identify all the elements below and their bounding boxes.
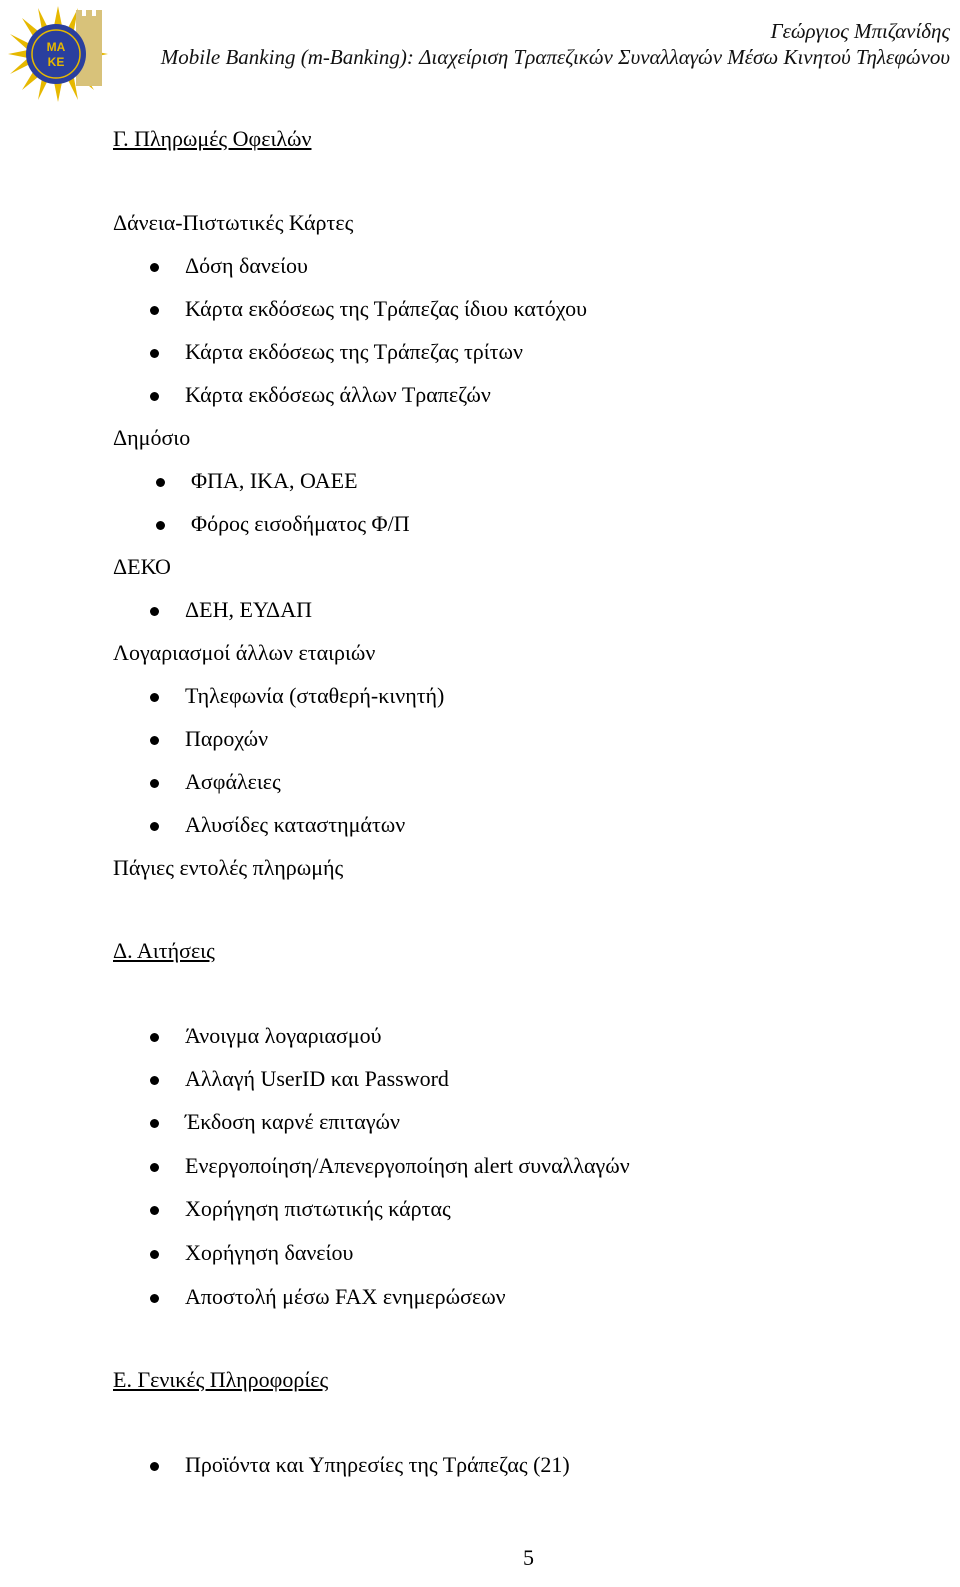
list-item: Κάρτα εκδόσεως της Τράπεζας ίδιου κατόχου — [185, 296, 587, 321]
section-d-heading: Δ. Αιτήσεις — [113, 938, 215, 963]
list-item: Ασφάλειες — [185, 769, 281, 794]
list-item: Αποστολή μέσω FAX ενημερώσεων — [185, 1284, 506, 1309]
category-deko: ΔΕΚΟ — [113, 554, 171, 579]
bullet-icon — [150, 1119, 159, 1128]
list-item: Άνοιγμα λογαριασμού — [185, 1023, 382, 1048]
university-logo — [6, 4, 110, 104]
bullet-icon — [150, 306, 159, 315]
list-item: Ενεργοποίηση/Απενεργοποίηση alert συναλλαγών — [185, 1153, 630, 1178]
bullet-icon — [150, 1206, 159, 1215]
list-item: Χορήγηση πιστωτικής κάρτας — [185, 1196, 451, 1221]
running-header — [161, 18, 950, 70]
bullet-icon — [150, 1163, 159, 1172]
list-item: Αλλαγή UserID και Password — [185, 1066, 449, 1091]
standing-orders: Πάγιες εντολές πληρωμής — [113, 855, 344, 880]
bullet-icon — [150, 693, 159, 702]
bullet-icon — [150, 1250, 159, 1259]
bullet-icon — [150, 1076, 159, 1085]
list-item: Χορήγηση δανείου — [185, 1240, 354, 1265]
section-g-heading: Γ. Πληρωμές Οφειλών — [113, 126, 312, 151]
header-title: Mobile Banking (m-Banking): Διαχείριση Τραπεζικών Συναλλαγών Μέσω Κινητού Τηλεφώνου — [160, 45, 950, 69]
bullet-icon — [150, 1462, 159, 1471]
category-loans-cards: Δάνεια-Πιστωτικές Κάρτες — [113, 210, 354, 235]
list-item: Αλυσίδες καταστημάτων — [185, 812, 406, 837]
list-item: Κάρτα εκδόσεως άλλων Τραπεζών — [185, 382, 491, 407]
list-item: Φόρος εισοδήματος Φ/Π — [191, 511, 410, 536]
bullet-icon — [150, 1294, 159, 1303]
category-public: Δημόσιο — [113, 425, 191, 450]
list-item: Παροχών — [185, 726, 269, 751]
bullet-icon — [150, 349, 159, 358]
bullet-icon — [150, 822, 159, 831]
bullet-icon — [150, 736, 159, 745]
list-item: ΔΕΗ, ΕΥΔΑΠ — [185, 597, 312, 622]
page-number: 5 — [523, 1545, 534, 1570]
list-item: Έκδοση καρνέ επιταγών — [185, 1109, 400, 1134]
bullet-icon — [150, 607, 159, 616]
bullet-icon — [156, 478, 165, 487]
bullet-icon — [156, 521, 165, 530]
list-item: ΦΠΑ, ΙΚΑ, ΟΑΕΕ — [191, 468, 358, 493]
list-item: Δόση δανείου — [185, 253, 308, 278]
seal-text-top: ΜΑ — [46, 40, 66, 54]
list-item: Προϊόντα και Υπηρεσίες της Τράπεζας (21) — [185, 1452, 570, 1477]
bullet-icon — [150, 779, 159, 788]
category-other-companies: Λογαριασμοί άλλων εταιριών — [113, 640, 376, 665]
bullet-icon — [150, 1033, 159, 1042]
list-item: Κάρτα εκδόσεως της Τράπεζας τρίτων — [185, 339, 523, 364]
bullet-icon — [150, 263, 159, 272]
seal-icon — [26, 24, 86, 84]
bullet-icon — [150, 392, 159, 401]
header-author: Γεώργιος Μπιζανίδης — [770, 19, 950, 43]
list-item: Τηλεφωνία (σταθερή-κινητή) — [185, 683, 445, 708]
seal-text-bottom: ΚΕ — [47, 55, 65, 69]
section-e-heading: Ε. Γενικές Πληροφορίες — [113, 1367, 329, 1392]
